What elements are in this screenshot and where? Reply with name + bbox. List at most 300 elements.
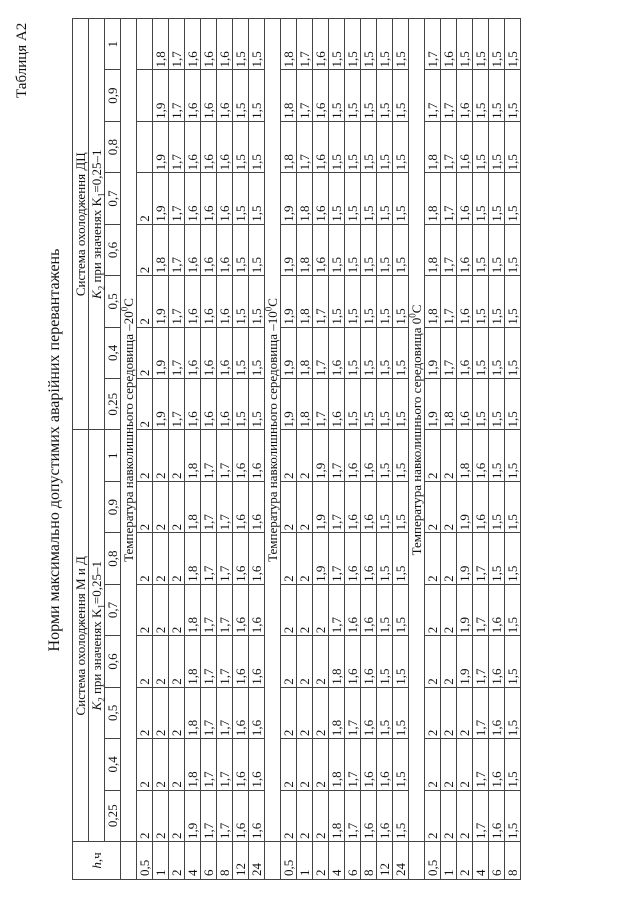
k2-value-dc-cell: 1,9 <box>281 224 297 275</box>
k2-value-md-cell: 2 <box>137 533 153 584</box>
k2-value-md-cell: 1,6 <box>233 584 249 635</box>
k2-value-md-cell: 2 <box>425 739 441 790</box>
k2-value-md-cell: 1,6 <box>361 481 377 532</box>
k2-value-dc-cell: 1,9 <box>281 276 297 327</box>
duration-cell: 1 <box>153 842 169 880</box>
k2-value-md-cell: 1,6 <box>361 739 377 790</box>
k2-value-dc-cell: 1,7 <box>169 121 185 172</box>
k2-value-md-cell: 2 <box>153 430 169 481</box>
k2-value-dc-cell: 1,5 <box>489 327 505 378</box>
k2-value-md-cell: 1,7 <box>329 481 345 532</box>
k2-value-md-cell: 2 <box>297 430 313 481</box>
k2-value-dc-cell: 1,7 <box>441 224 457 275</box>
k2-value-md-cell: 1,7 <box>473 636 489 687</box>
table-row <box>361 19 377 880</box>
k2-value-dc-cell: 1,5 <box>489 173 505 224</box>
k2-value-md-cell: 1,5 <box>505 687 521 738</box>
k2-value-dc-cell: 1,5 <box>361 276 377 327</box>
k2-value-md-cell: 2 <box>281 636 297 687</box>
k2-value-md-cell: 2 <box>457 790 473 841</box>
k1-value-header: 0,25 <box>105 790 121 841</box>
duration-cell: 2 <box>457 842 473 880</box>
k2-value-dc-cell: 1,5 <box>377 70 393 121</box>
k2-value-md-cell: 1,7 <box>473 687 489 738</box>
k2-value-dc-cell: 1,6 <box>313 224 329 275</box>
k2-value-dc-cell: 1,5 <box>329 276 345 327</box>
k2-value-dc-cell: 1,5 <box>329 224 345 275</box>
k2-value-md-cell: 2 <box>281 739 297 790</box>
k2-value-md-cell: 1,8 <box>185 533 201 584</box>
k2-value-dc-cell <box>137 70 153 121</box>
k2-value-dc-cell: 1,5 <box>249 224 265 275</box>
k2-value-md-cell: 2 <box>281 687 297 738</box>
k2-value-md-cell: 2 <box>425 430 441 481</box>
k2-value-md-cell: 1,6 <box>249 790 265 841</box>
k2-value-dc-cell: 1,5 <box>393 173 409 224</box>
k2-value-dc-cell: 1,5 <box>505 276 521 327</box>
k2-value-md-cell: 2 <box>169 533 185 584</box>
k2-value-md-cell: 1,6 <box>361 636 377 687</box>
table-title: Норми максимально допустимих аварійних перевантажень <box>46 248 63 652</box>
k2-value-md-cell: 1,6 <box>473 481 489 532</box>
k2-value-dc-cell: 1,5 <box>473 19 489 70</box>
k2-value-md-cell: 1,6 <box>489 636 505 687</box>
k2-value-dc-cell: 1,5 <box>505 19 521 70</box>
k2-value-md-cell: 1,6 <box>249 584 265 635</box>
k2-value-dc-cell: 1,5 <box>489 70 505 121</box>
k2-value-md-cell: 2 <box>313 739 329 790</box>
k2-value-dc-cell: 1,5 <box>393 379 409 430</box>
k2-value-dc-cell: 1,5 <box>233 276 249 327</box>
k2-value-md-cell: 1,8 <box>185 481 201 532</box>
k2-value-dc-cell: 1,5 <box>233 121 249 172</box>
k2-value-md-cell: 1,5 <box>489 533 505 584</box>
duration-cell: 6 <box>489 842 505 880</box>
k2-value-dc-cell: 1,6 <box>313 70 329 121</box>
k2-value-md-cell: 1,7 <box>217 790 233 841</box>
k2-value-dc-cell: 1,5 <box>489 379 505 430</box>
k2-value-dc-cell: 1,9 <box>153 327 169 378</box>
k2-value-md-cell: 1,9 <box>313 481 329 532</box>
k2-value-md-cell: 2 <box>281 790 297 841</box>
k2-value-dc-cell: 1,5 <box>249 276 265 327</box>
k2-value-dc-cell: 1,6 <box>217 224 233 275</box>
k2-value-md-cell: 1,7 <box>329 584 345 635</box>
k2-value-md-cell: 1,8 <box>329 687 345 738</box>
k2-value-md-cell: 2 <box>169 739 185 790</box>
k2-value-md-cell: 1,9 <box>313 533 329 584</box>
k2-value-dc-cell: 1,6 <box>185 19 201 70</box>
header-row-k1-values <box>105 19 121 880</box>
k2-value-md-cell: 2 <box>297 584 313 635</box>
k2-value-dc-cell: 1,6 <box>185 327 201 378</box>
k2-value-md-cell: 2 <box>425 687 441 738</box>
k2-value-dc-cell: 1,5 <box>345 276 361 327</box>
k2-value-md-cell: 1,6 <box>233 533 249 584</box>
k2-value-dc-cell: 1,5 <box>249 70 265 121</box>
k2-value-dc-cell: 1,6 <box>201 379 217 430</box>
k2-value-md-cell: 1,7 <box>201 687 217 738</box>
k2-value-md-cell: 2 <box>313 687 329 738</box>
k2-value-md-cell: 2 <box>297 533 313 584</box>
k2-value-dc-cell: 1,5 <box>473 327 489 378</box>
k1-value-header: 0,25 <box>105 379 121 430</box>
k1-value-header: 0,9 <box>105 70 121 121</box>
k2-value-dc-cell: 1,7 <box>441 70 457 121</box>
k2-value-dc-cell: 1,8 <box>425 276 441 327</box>
k2-value-md-cell: 1,8 <box>329 790 345 841</box>
k2-value-md-cell: 2 <box>441 533 457 584</box>
k2-value-dc-cell: 1,6 <box>185 70 201 121</box>
duration-cell: 4 <box>329 842 345 880</box>
k2-value-md-cell: 1,8 <box>185 687 201 738</box>
k2-value-dc-cell: 1,5 <box>393 70 409 121</box>
k2-value-md-cell: 2 <box>153 687 169 738</box>
k1-value-header: 0,5 <box>105 276 121 327</box>
k2-value-md-cell: 1,7 <box>473 533 489 584</box>
k2-value-md-cell: 1,6 <box>361 687 377 738</box>
temperature-row <box>265 19 281 880</box>
k2-value-md-cell: 1,5 <box>393 481 409 532</box>
k2-value-dc-cell: 1,6 <box>329 327 345 378</box>
k2-value-dc-cell: 1,5 <box>345 224 361 275</box>
k2-value-md-cell: 2 <box>313 790 329 841</box>
k2-value-dc-cell: 1,5 <box>361 121 377 172</box>
k2-value-dc-cell: 1,8 <box>425 121 441 172</box>
k2-value-md-cell: 2 <box>137 584 153 635</box>
k2-value-dc-cell: 1,7 <box>441 121 457 172</box>
k2-value-md-cell: 2 <box>169 584 185 635</box>
k2-value-dc-cell: 1,5 <box>457 19 473 70</box>
table-row <box>329 19 345 880</box>
k2-value-dc-cell: 1,9 <box>281 173 297 224</box>
k2-value-dc-cell: 1,6 <box>217 121 233 172</box>
k2-value-md-cell: 1,6 <box>377 739 393 790</box>
k2-value-md-cell: 2 <box>169 636 185 687</box>
k2-value-md-cell: 1,6 <box>233 636 249 687</box>
k2-value-dc-cell: 2 <box>137 224 153 275</box>
k2-value-dc-cell: 1,5 <box>233 70 249 121</box>
k2-value-md-cell: 1,6 <box>233 481 249 532</box>
k2-value-dc-cell: 1,5 <box>329 19 345 70</box>
k1-value-header: 0,9 <box>105 481 121 532</box>
k2-value-md-cell: 2 <box>297 636 313 687</box>
table-row <box>185 19 201 880</box>
k2-value-dc-cell: 1,5 <box>361 70 377 121</box>
k2-value-dc-cell: 1,8 <box>441 379 457 430</box>
temperature-row <box>409 19 425 880</box>
k2-value-md-cell: 1,5 <box>505 533 521 584</box>
k2-value-dc-cell: 1,8 <box>297 327 313 378</box>
table-row <box>297 19 313 880</box>
k2-value-dc-cell: 1,9 <box>153 276 169 327</box>
k2-value-md-cell: 1,7 <box>217 687 233 738</box>
table-row <box>153 19 169 880</box>
k2-value-dc-cell: 1,6 <box>201 276 217 327</box>
k2-value-md-cell: 1,6 <box>233 687 249 738</box>
k2-value-md-cell: 1,6 <box>345 533 361 584</box>
k2-value-dc-cell: 1,9 <box>153 70 169 121</box>
k2-value-dc-cell <box>137 121 153 172</box>
duration-cell: 8 <box>505 842 521 880</box>
k2-value-dc-cell: 1,6 <box>217 70 233 121</box>
k2-value-md-cell: 1,8 <box>185 636 201 687</box>
table-row <box>201 19 217 880</box>
k2-value-dc-cell: 1,8 <box>281 121 297 172</box>
duration-cell: 2 <box>313 842 329 880</box>
k2-value-dc-cell: 1,5 <box>329 173 345 224</box>
k1-value-header: 0,7 <box>105 584 121 635</box>
k2-value-dc-cell: 1,8 <box>153 19 169 70</box>
k2-value-dc-cell: 1,6 <box>217 276 233 327</box>
k2-value-md-cell: 1,6 <box>249 430 265 481</box>
k2-value-md-cell: 1,5 <box>377 584 393 635</box>
k2-value-md-cell: 1,7 <box>345 739 361 790</box>
k2-value-dc-cell: 1,5 <box>361 19 377 70</box>
k2-value-dc-cell: 1,5 <box>473 224 489 275</box>
k2-value-dc-cell: 1,5 <box>393 276 409 327</box>
table-row <box>281 19 297 880</box>
k2-value-md-cell: 2 <box>425 790 441 841</box>
k2-value-dc-cell: 1,6 <box>185 379 201 430</box>
k2-value-md-cell: 1,7 <box>473 790 489 841</box>
duration-cell: 8 <box>361 842 377 880</box>
k2-value-dc-cell: 1,5 <box>473 70 489 121</box>
k2-value-dc-cell: 1,8 <box>281 70 297 121</box>
k2-value-dc-cell: 1,6 <box>441 19 457 70</box>
k2-value-md-cell: 2 <box>441 584 457 635</box>
k2-value-md-cell: 1,8 <box>457 430 473 481</box>
k2-value-md-cell: 2 <box>281 430 297 481</box>
k2-value-md-cell: 1,5 <box>393 533 409 584</box>
k2-value-md-cell: 1,5 <box>505 739 521 790</box>
k2-value-dc-cell: 1,5 <box>473 276 489 327</box>
k2-value-md-cell: 1,8 <box>185 584 201 635</box>
k2-value-md-cell: 2 <box>313 636 329 687</box>
k2-value-md-cell: 2 <box>425 584 441 635</box>
k2-value-dc-cell: 1,5 <box>505 379 521 430</box>
k2-value-md-cell: 2 <box>297 739 313 790</box>
k2-value-md-cell: 1,5 <box>393 636 409 687</box>
duration-cell: 12 <box>377 842 393 880</box>
k2-value-dc-cell: 1,7 <box>297 121 313 172</box>
k2-value-dc-cell: 1,6 <box>185 224 201 275</box>
k2-value-md-cell: 2 <box>457 739 473 790</box>
k2-value-dc-cell: 1,5 <box>377 379 393 430</box>
k2-value-md-cell: 2 <box>441 430 457 481</box>
k2-value-md-cell: 2 <box>137 481 153 532</box>
table-label: Таблиця А2 <box>14 22 30 98</box>
k2-value-md-cell: 1,7 <box>201 533 217 584</box>
k2-value-dc-cell: 1,5 <box>249 121 265 172</box>
k2-value-dc-cell: 1,5 <box>345 70 361 121</box>
k2-value-dc-cell: 1,5 <box>249 173 265 224</box>
k2-value-dc-cell: 1,7 <box>297 19 313 70</box>
k2-value-md-cell: 1,7 <box>201 481 217 532</box>
k2-value-dc-cell: 1,5 <box>393 327 409 378</box>
table-row <box>489 19 505 880</box>
duration-cell: 24 <box>249 842 265 880</box>
k2-value-dc-cell: 1,8 <box>297 379 313 430</box>
table-row <box>249 19 265 880</box>
k1-value-header: 0,6 <box>105 224 121 275</box>
temperature-row-blank <box>121 842 137 880</box>
k2-value-md-cell: 1,6 <box>489 584 505 635</box>
k2-value-dc-cell: 1,6 <box>185 121 201 172</box>
k2-value-dc-cell: 1,5 <box>249 19 265 70</box>
k2-value-dc-cell: 1,9 <box>281 379 297 430</box>
k2-value-md-cell: 1,7 <box>345 687 361 738</box>
k2-value-md-cell: 2 <box>281 584 297 635</box>
k2-value-dc-cell: 1,7 <box>441 276 457 327</box>
k2-value-dc-cell: 1,5 <box>393 224 409 275</box>
k2-value-md-cell: 2 <box>169 790 185 841</box>
k2-value-md-cell: 1,7 <box>201 584 217 635</box>
k2-value-dc-cell: 1,5 <box>345 19 361 70</box>
k2-value-dc-cell: 1,8 <box>297 173 313 224</box>
table-head <box>73 19 121 880</box>
k2-value-dc-cell: 1,5 <box>505 224 521 275</box>
k2-header-right: $K_2$ при значенях $K_1=0,25-1$ <box>89 19 105 431</box>
k2-value-dc-cell: 1,5 <box>249 327 265 378</box>
k2-value-dc-cell: 1,5 <box>473 379 489 430</box>
k2-value-dc-cell: 1,5 <box>377 327 393 378</box>
table-body <box>121 19 521 880</box>
k2-value-md-cell: 1,5 <box>505 481 521 532</box>
k2-value-dc-cell: 1,5 <box>329 121 345 172</box>
table-row <box>505 19 521 880</box>
k2-value-md-cell: 1,6 <box>249 533 265 584</box>
k2-value-dc-cell: 1,5 <box>505 121 521 172</box>
duration-cell: 1 <box>297 842 313 880</box>
k2-value-dc-cell <box>137 19 153 70</box>
k2-value-md-cell: 2 <box>137 636 153 687</box>
k2-value-md-cell: 1,6 <box>345 584 361 635</box>
k2-value-md-cell: 1,5 <box>377 533 393 584</box>
k2-value-md-cell: 1,7 <box>201 636 217 687</box>
duration-cell: 0,5 <box>281 842 297 880</box>
temperature-caption: Температура навколишнього середовища $-10^0С$ <box>265 19 281 842</box>
k2-value-md-cell: 1,9 <box>457 533 473 584</box>
k2-value-md-cell: 2 <box>313 584 329 635</box>
k2-value-dc-cell: 1,8 <box>425 173 441 224</box>
table-row <box>137 19 153 880</box>
k2-value-dc-cell: 1,6 <box>201 70 217 121</box>
k1-value-header: 0,8 <box>105 533 121 584</box>
k2-value-dc-cell: 1,7 <box>425 70 441 121</box>
k2-value-dc-cell: 1,5 <box>377 224 393 275</box>
k2-value-md-cell: 1,8 <box>185 430 201 481</box>
k2-value-md-cell: 1,9 <box>457 636 473 687</box>
k2-value-md-cell: 2 <box>425 533 441 584</box>
k2-value-dc-cell: 1,9 <box>281 327 297 378</box>
k2-value-md-cell: 1,7 <box>217 636 233 687</box>
k2-value-dc-cell: 1,5 <box>377 19 393 70</box>
k2-value-dc-cell: 1,5 <box>233 19 249 70</box>
k2-value-md-cell: 1,7 <box>217 584 233 635</box>
k2-value-dc-cell: 1,6 <box>457 327 473 378</box>
k2-value-md-cell: 1,7 <box>217 481 233 532</box>
k2-value-md-cell: 2 <box>441 481 457 532</box>
k2-value-md-cell: 1,7 <box>201 790 217 841</box>
k2-value-dc-cell: 1,6 <box>217 19 233 70</box>
k2-value-md-cell: 1,7 <box>473 739 489 790</box>
k2-value-dc-cell: 1,5 <box>377 276 393 327</box>
k2-value-dc-cell: 1,7 <box>313 327 329 378</box>
k2-value-dc-cell: 1,5 <box>393 19 409 70</box>
k2-value-md-cell: 2 <box>153 584 169 635</box>
k2-value-md-cell: 1,6 <box>361 533 377 584</box>
k2-value-md-cell: 2 <box>425 481 441 532</box>
k2-value-md-cell: 2 <box>137 739 153 790</box>
k2-value-dc-cell: 1,5 <box>473 173 489 224</box>
k2-value-dc-cell: 1,5 <box>345 379 361 430</box>
duration-cell: 2 <box>169 842 185 880</box>
k2-value-dc-cell: 1,6 <box>185 173 201 224</box>
k2-value-dc-cell: 1,7 <box>313 276 329 327</box>
k1-value-header: 1 <box>105 430 121 481</box>
k2-value-md-cell: 1,7 <box>217 739 233 790</box>
table-row <box>457 19 473 880</box>
duration-cell: 4 <box>473 842 489 880</box>
header-row-k2 <box>89 19 105 880</box>
k2-value-md-cell: 1,5 <box>393 687 409 738</box>
k1-value-header: 1 <box>105 19 121 70</box>
k2-value-dc-cell: 1,6 <box>457 121 473 172</box>
k2-value-dc-cell: 1,5 <box>361 173 377 224</box>
k2-value-dc-cell: 1,5 <box>361 327 377 378</box>
k2-value-dc-cell: 1,7 <box>441 327 457 378</box>
k2-value-md-cell: 2 <box>441 790 457 841</box>
temperature-caption: Температура навколишнього середовища $0^0С$ <box>409 19 425 842</box>
k1-value-header: 0,5 <box>105 687 121 738</box>
duration-cell: 0,5 <box>137 842 153 880</box>
duration-cell: 0,5 <box>425 842 441 880</box>
k2-value-dc-cell: 1,7 <box>425 19 441 70</box>
k2-value-dc-cell: 1,5 <box>489 19 505 70</box>
k2-value-dc-cell: 1,7 <box>169 327 185 378</box>
k2-value-md-cell: 1,6 <box>473 430 489 481</box>
k2-value-md-cell: 1,6 <box>361 790 377 841</box>
k2-value-dc-cell: 1,7 <box>169 70 185 121</box>
k2-value-md-cell: 2 <box>153 481 169 532</box>
k2-value-dc-cell: 1,7 <box>169 276 185 327</box>
k2-value-dc-cell: 1,5 <box>345 327 361 378</box>
k2-value-md-cell: 2 <box>169 430 185 481</box>
k1-value-header: 0,4 <box>105 739 121 790</box>
duration-cell: 1 <box>441 842 457 880</box>
k2-value-dc-cell: 2 <box>137 379 153 430</box>
k1-value-header: 0,6 <box>105 636 121 687</box>
k2-value-dc-cell: 1,8 <box>281 19 297 70</box>
k2-value-md-cell: 1,8 <box>185 739 201 790</box>
k2-value-dc-cell: 1,5 <box>505 173 521 224</box>
system-dc-header: Система охолодження ДЦ <box>73 19 89 431</box>
k2-value-md-cell: 2 <box>153 636 169 687</box>
k2-value-md-cell: 1,6 <box>489 687 505 738</box>
system-m-d-header: Система охолодження М и Д <box>73 430 89 842</box>
k2-value-dc-cell: 1,5 <box>489 276 505 327</box>
k2-value-md-cell: 1,5 <box>489 481 505 532</box>
duration-cell: 4 <box>185 842 201 880</box>
k2-value-dc-cell: 1,6 <box>457 70 473 121</box>
k2-value-md-cell: 1,5 <box>393 430 409 481</box>
k2-value-md-cell: 1,5 <box>505 584 521 635</box>
k2-value-md-cell: 1,6 <box>233 739 249 790</box>
k2-value-dc-cell: 1,7 <box>297 70 313 121</box>
k2-value-md-cell: 2 <box>457 687 473 738</box>
k2-value-dc-cell: 1,7 <box>441 173 457 224</box>
